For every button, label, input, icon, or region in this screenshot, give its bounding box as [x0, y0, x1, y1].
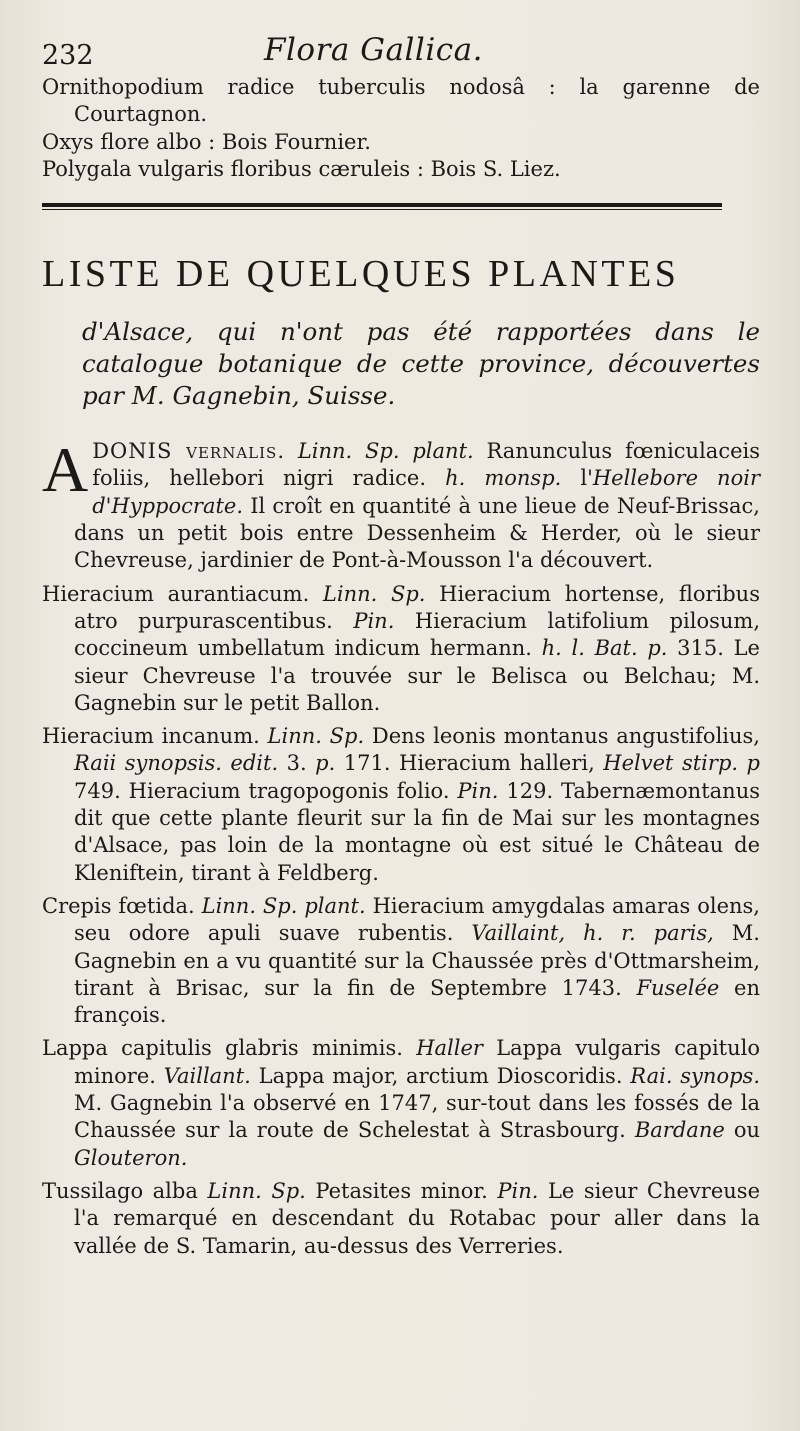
plant-list [42, 434, 761, 1260]
citation: h. l. Bat. p. [541, 636, 668, 661]
citation: Pin. [353, 608, 395, 633]
citation: Linn. Sp. [267, 724, 365, 749]
entry-text: Il croît en quantité à une lieue de Neuf-Brissac, dans un petit bois entre Dessenheim & Herder, où le sieur Chevreuse, jardinier de Pont-à-Mousson l'a découvert. [74, 493, 760, 573]
entry-text: Ranunculus fœniculaceis foliis, hellebori nigri radice. [92, 439, 761, 491]
plant-entry [42, 723, 760, 887]
entry-text: en françois. [74, 975, 760, 1028]
plant-place: Bois Fournier. [221, 129, 371, 154]
citation: p. [315, 751, 336, 776]
plant-name: Polygala vulgaris floribus cæruleis : [42, 156, 424, 181]
section-rule [42, 203, 722, 210]
drop-cap: A [42, 434, 89, 506]
entry-text: Hieracium amygdalas amaras olens, seu odore apuli suave rubentis. [74, 893, 760, 946]
citation: Bardane [634, 1118, 725, 1143]
entry-text: 129. Tabernæmontanus dit que cette plante fleurit sur la fin de Mai sur les montagnes d'Alsace, pas loin de la montagne où est situé le Château de Kleniftein, tirant à Feldberg. [74, 778, 760, 885]
entry-text: M. Gagnebin en a vu quantité sur la Chaussée près d'Ottmarsheim, tirant à Brisac, sur la fin de Septembre 1743. [74, 921, 760, 1000]
entry-text: 749. Hieracium tragopogonis folio. [74, 778, 450, 803]
plant-entry [42, 893, 760, 1029]
plant-name: Ornithopodium radice tuberculis nodosâ : [42, 75, 556, 99]
plant-name: Lappa capitulis glabris minimis. [42, 1036, 403, 1061]
section-subtitle: d'Alsace, qui n'ont pas été rapportées dans le catalogue botanique de cette province, découvertes par M. Gagnebin, Suisse. [82, 317, 760, 411]
citation: Pin. [457, 778, 499, 803]
citation: Vaillaint, h. r. paris, [471, 921, 714, 946]
citation: Hellebore noir d'Hyppocrate. [92, 466, 760, 518]
citation: Linn. Sp. [322, 581, 426, 606]
plant-name: Crepis fœtida. [42, 893, 195, 918]
citation: Linn. Sp. plant. [297, 439, 474, 464]
entry-text: 315. Le sieur Chevreuse l'a trouvée sur le Belisca ou Belchau; M. Gagnebin sur le petit Ballon. [74, 636, 760, 715]
carry-over-entry [42, 156, 760, 183]
carry-over-entry [42, 74, 760, 129]
carry-over-entry [42, 129, 760, 156]
plant-name: Tussilago alba [42, 1178, 198, 1203]
entry-text: Petasites minor. [315, 1178, 488, 1203]
plant-name: Hieracium incanum. [42, 724, 260, 749]
entry-text: Le sieur Chevreuse l'a remarqué en descendant du Rotabac pour aller dans la vallée de S. Tamarin, au-dessus des Verreries. [74, 1178, 760, 1258]
entry-text: Dens leonis montanus angustifolius, [371, 724, 760, 749]
entry-text: Hieracium hortense, floribus atro purpurascentibus. [74, 581, 760, 633]
entry-text: ou [733, 1118, 760, 1143]
citation: Glouteron. [74, 1145, 188, 1170]
plant-place: Bois S. Liez. [430, 156, 561, 181]
entry-text: M. Gagnebin l'a observé en 1747, sur-tout dans les fossés de la Chaussée sur la route de Schelestat à Strasbourg. [74, 1091, 760, 1143]
plant-entry [42, 434, 761, 574]
entry-text: Lappa vulgaris capitulo minore. [74, 1036, 760, 1088]
plant-name: Oxys flore albo : [42, 129, 216, 154]
plant-entry [42, 581, 760, 717]
running-title: Flora Gallica. [264, 32, 483, 68]
citation: Linn. Sp. plant. [201, 893, 366, 918]
running-head [42, 30, 760, 74]
citation: Haller [416, 1036, 483, 1061]
citation: Helvet stirp. p [603, 751, 760, 776]
plant-name: Hieracium aurantiacum. [42, 581, 310, 606]
plant-entry [42, 1035, 760, 1171]
citation: Linn. Sp. [207, 1178, 306, 1203]
citation: h. monsp. [445, 466, 562, 491]
entry-text: Lappa major, arctium Dioscoridis. [258, 1063, 623, 1088]
plant-place: la garenne de Courtagnon. [74, 75, 760, 127]
page-number: 232 [42, 40, 94, 71]
citation: Fuselée [636, 975, 720, 1000]
citation: Rai. synops. [630, 1063, 760, 1088]
carry-over-list [42, 74, 760, 183]
entry-text: 171. Hieracium halleri, [343, 751, 595, 776]
plant-entry [42, 1178, 760, 1260]
citation: Vaillant. [163, 1063, 251, 1088]
entry-text: Hieracium latifolium pilosum, coccineum umbellatum indicum hermann. [74, 608, 761, 661]
section-title: LISTE DE QUELQUES PLANTES [42, 253, 680, 296]
citation: Pin. [497, 1178, 539, 1203]
citation: Raii synopsis. edit. [74, 751, 279, 776]
plant-name: DONIS vernalis. [92, 439, 286, 464]
entry-text: 3. [286, 751, 307, 776]
entry-text: l' [580, 466, 593, 491]
